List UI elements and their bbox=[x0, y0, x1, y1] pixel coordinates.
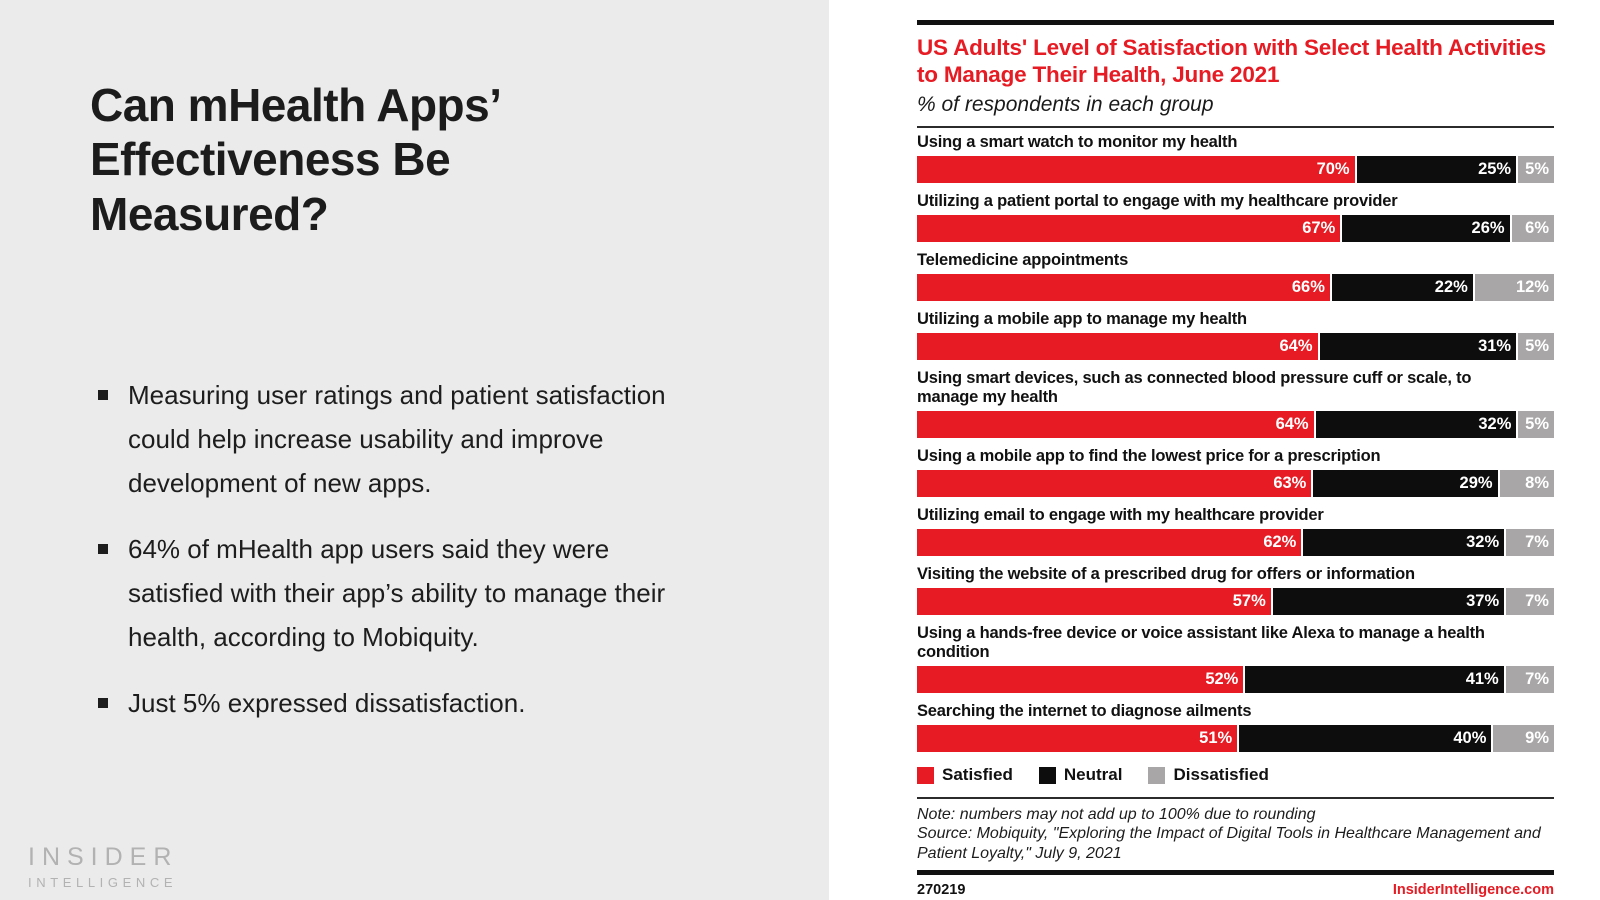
category-label: Telemedicine appointments bbox=[917, 251, 1129, 269]
bar-segment-neutral: 29% bbox=[1313, 470, 1497, 497]
category-label: Using a mobile app to find the lowest price for a prescription bbox=[917, 447, 1381, 465]
slide-title: Can mHealth Apps’ Effectiveness Be Measured? bbox=[90, 79, 499, 240]
bullet-square-icon bbox=[98, 390, 108, 400]
logo-line1: INSIDER bbox=[28, 843, 179, 871]
chart-header-divider bbox=[917, 126, 1554, 128]
bar-segment-dissatisfied: 9% bbox=[1493, 725, 1554, 752]
stacked-bar bbox=[917, 215, 1554, 242]
category-label: Searching the internet to diagnose ailments bbox=[917, 702, 1252, 720]
bar-segment-neutral: 32% bbox=[1303, 529, 1504, 556]
bar-segment-neutral: 22% bbox=[1332, 274, 1473, 301]
bar-segment-neutral: 32% bbox=[1316, 411, 1517, 438]
bar-segment-satisfied: 70% bbox=[917, 156, 1355, 183]
legend-item-neutral bbox=[1039, 765, 1123, 785]
bar-segment-satisfied: 57% bbox=[917, 588, 1271, 615]
stacked-bar bbox=[917, 156, 1554, 183]
bar-segment-dissatisfied: 8% bbox=[1500, 470, 1554, 497]
stacked-bar bbox=[917, 529, 1554, 556]
bullet-text: 64% of mHealth app users said they were satisfied with their app’s ability to manage their health, according to Mobiquity. bbox=[128, 533, 666, 652]
chart-row bbox=[917, 133, 1554, 183]
legend-label: Satisfied bbox=[942, 765, 1013, 784]
bar-segment-neutral: 31% bbox=[1320, 333, 1517, 360]
category-label: Using a hands-free device or voice assistant like Alexa to manage a health condition bbox=[917, 624, 1485, 661]
chart-row bbox=[917, 506, 1554, 556]
bar-segment-satisfied: 63% bbox=[917, 470, 1311, 497]
chart-row bbox=[917, 192, 1554, 242]
insider-intelligence-link[interactable]: InsiderIntelligence.com bbox=[1392, 882, 1554, 898]
category-label: Utilizing a patient portal to engage with my healthcare provider bbox=[917, 192, 1398, 210]
stacked-bar bbox=[917, 274, 1554, 301]
stacked-bar bbox=[917, 725, 1554, 752]
category-label: Utilizing email to engage with my healthcare provider bbox=[917, 506, 1324, 524]
legend-label: Neutral bbox=[1063, 765, 1123, 784]
stacked-bar bbox=[917, 470, 1554, 497]
bar-segment-neutral: 41% bbox=[1245, 666, 1503, 693]
footer-rule bbox=[917, 870, 1554, 875]
legend-item-satisfied bbox=[917, 765, 1013, 785]
bar-segment-dissatisfied: 7% bbox=[1506, 588, 1554, 615]
bullet-item bbox=[98, 681, 708, 725]
bar-segment-dissatisfied: 5% bbox=[1518, 156, 1554, 183]
chart-note: Note: numbers may not add up to 100% due to rounding bbox=[917, 805, 1316, 823]
chart-row bbox=[917, 702, 1554, 752]
legend-label: Dissatisfied bbox=[1173, 765, 1269, 784]
legend-swatch-icon bbox=[1148, 767, 1165, 784]
legend-swatch-icon bbox=[917, 767, 934, 784]
chart-row bbox=[917, 624, 1554, 693]
bar-segment-neutral: 25% bbox=[1357, 156, 1517, 183]
chart-row bbox=[917, 447, 1554, 497]
bar-segment-dissatisfied: 5% bbox=[1518, 333, 1554, 360]
chart-id: 270219 bbox=[917, 882, 966, 898]
stacked-bar bbox=[917, 666, 1554, 693]
insider-intelligence-logo bbox=[28, 843, 179, 890]
note-block bbox=[917, 805, 1554, 864]
bullet-text: Just 5% expressed dissatisfaction. bbox=[128, 687, 526, 718]
category-label: Using a smart watch to monitor my health bbox=[917, 133, 1238, 151]
chart-row bbox=[917, 369, 1554, 438]
bar-segment-satisfied: 51% bbox=[917, 725, 1237, 752]
note-divider bbox=[917, 797, 1554, 799]
category-label: Using smart devices, such as connected blood pressure cuff or scale, to manage my health bbox=[917, 369, 1472, 406]
chart-source: Source: Mobiquity, "Exploring the Impact of Digital Tools in Healthcare Management and Patient Loyalty," July 9, 2021 bbox=[917, 825, 1541, 862]
bar-segment-neutral: 26% bbox=[1342, 215, 1509, 242]
chart-subtitle: % of respondents in each group bbox=[917, 93, 1214, 116]
bar-segment-neutral: 40% bbox=[1239, 725, 1491, 752]
bar-segment-dissatisfied: 7% bbox=[1506, 666, 1554, 693]
chart-row bbox=[917, 310, 1554, 360]
stacked-bar bbox=[917, 333, 1554, 360]
bar-segment-satisfied: 64% bbox=[917, 333, 1318, 360]
chart-row bbox=[917, 565, 1554, 615]
bullet-list bbox=[98, 373, 708, 725]
bar-segment-satisfied: 64% bbox=[917, 411, 1314, 438]
bar-segment-dissatisfied: 12% bbox=[1475, 274, 1554, 301]
bar-segment-satisfied: 62% bbox=[917, 529, 1301, 556]
bullet-text: Measuring user ratings and patient satisfaction could help increase usability and improve development of new apps. bbox=[128, 379, 666, 498]
chart-panel bbox=[829, 0, 1600, 900]
bar-segment-satisfied: 67% bbox=[917, 215, 1340, 242]
category-label: Visiting the website of a prescribed drug for offers or information bbox=[917, 565, 1415, 583]
chart-title: US Adults' Level of Satisfaction with Select Health Activities to Manage Their Health, June 2021 bbox=[917, 35, 1546, 87]
bullet-square-icon bbox=[98, 544, 108, 554]
bullet-square-icon bbox=[98, 698, 108, 708]
logo-line2: INTELLIGENCE bbox=[28, 875, 178, 890]
bar-segment-dissatisfied: 7% bbox=[1506, 529, 1554, 556]
bar-segment-neutral: 37% bbox=[1273, 588, 1504, 615]
bar-segment-dissatisfied: 6% bbox=[1512, 215, 1554, 242]
bullet-item bbox=[98, 527, 708, 659]
chart-footer bbox=[917, 882, 1554, 898]
category-label: Utilizing a mobile app to manage my health bbox=[917, 310, 1247, 328]
stacked-bar bbox=[917, 411, 1554, 438]
chart-rows bbox=[917, 133, 1554, 752]
bar-segment-satisfied: 66% bbox=[917, 274, 1330, 301]
legend-item-dissatisfied bbox=[1148, 765, 1268, 785]
bar-segment-dissatisfied: 5% bbox=[1518, 411, 1554, 438]
chart-row bbox=[917, 251, 1554, 301]
legend-swatch-icon bbox=[1039, 767, 1056, 784]
chart-legend bbox=[917, 765, 1554, 785]
bullet-item bbox=[98, 373, 708, 505]
bar-segment-satisfied: 52% bbox=[917, 666, 1243, 693]
stacked-bar bbox=[917, 588, 1554, 615]
chart-top-rule bbox=[917, 20, 1554, 25]
